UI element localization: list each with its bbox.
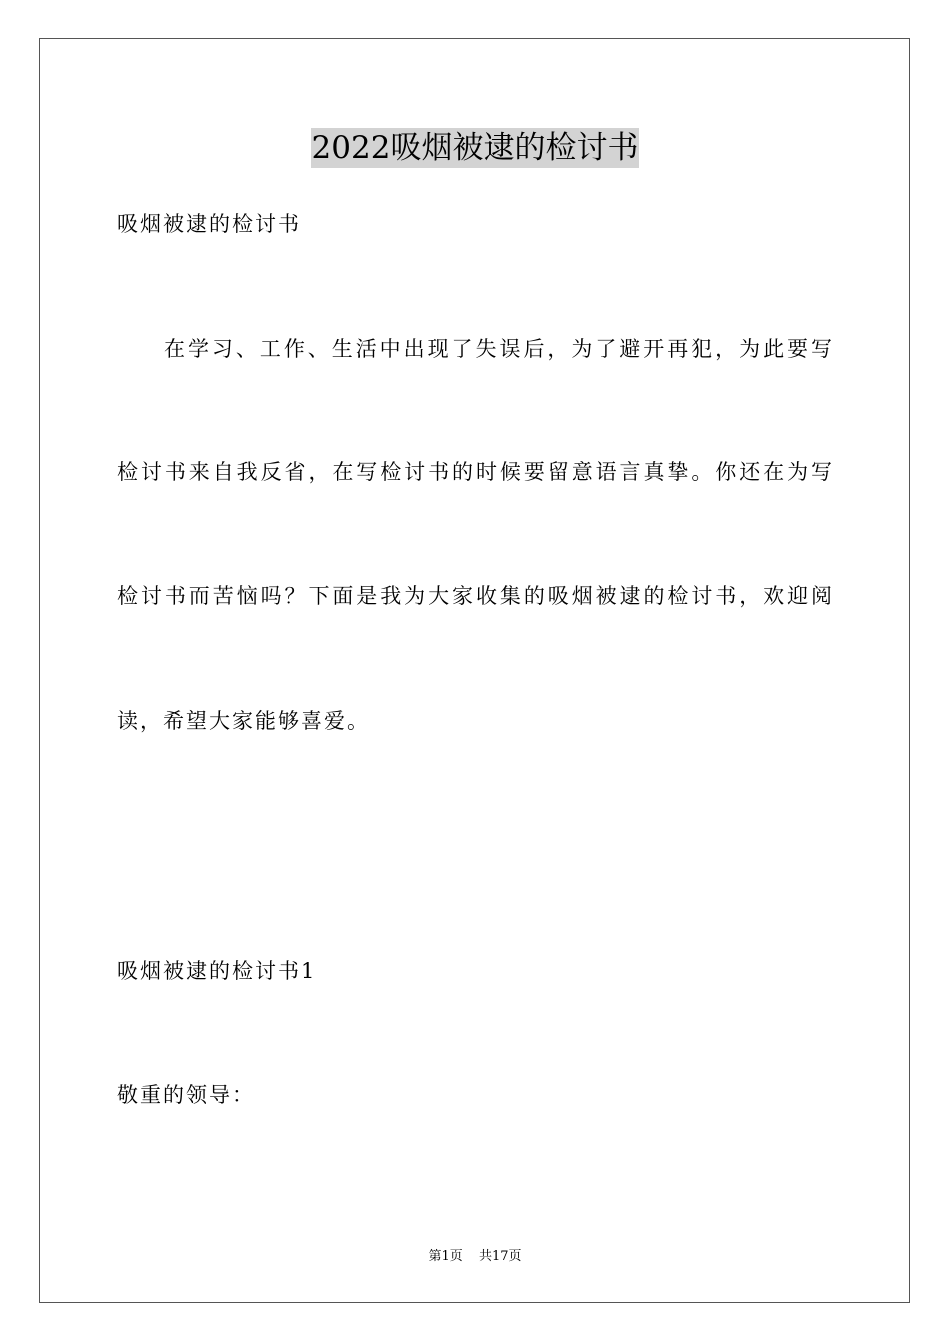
section-heading: 吸烟被逮的检讨书1 [117, 959, 317, 983]
document-subtitle: 吸烟被逮的检讨书 [117, 212, 301, 236]
document-title [0, 128, 950, 168]
intro-line-4: 读，希望大家能够喜爱。 [117, 709, 370, 733]
page-number-current: 第1页 [428, 1249, 463, 1264]
intro-line-1: 在学习、工作、生活中出现了失误后，为了避开再犯，为此要写 [164, 337, 832, 361]
salutation: 敬重的领导： [117, 1083, 255, 1107]
intro-line-3: 检讨书而苦恼吗？下面是我为大家收集的吸烟被逮的检讨书，欢迎阅 [117, 584, 832, 608]
intro-line-2: 检讨书来自我反省，在写检讨书的时候要留意语言真挚。你还在为写 [117, 460, 832, 484]
page-footer [0, 1248, 950, 1266]
document-title-text: 2022吸烟被逮的检讨书 [311, 130, 639, 166]
page-number-total: 共17页 [478, 1249, 522, 1264]
